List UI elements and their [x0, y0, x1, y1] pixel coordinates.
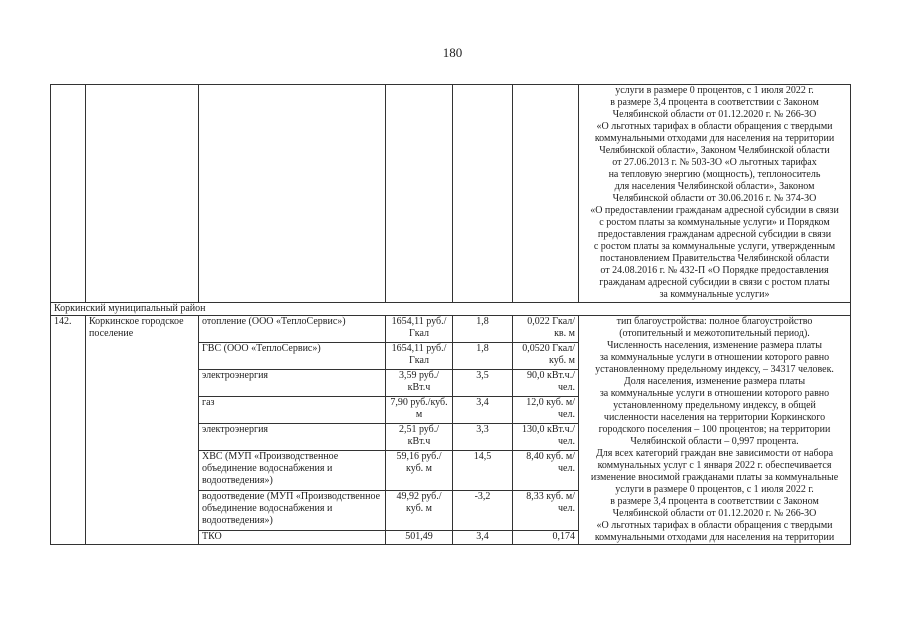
service-name: водоотведение (МУП «Производственное объединение водоснабжения и водоотведения»)	[199, 490, 386, 530]
description-line: Для всех категорий граждан вне зависимости от набора	[595, 448, 834, 459]
description-line: (отопительный и межотопительный период).	[619, 328, 810, 339]
service-change: 3,4	[453, 397, 513, 424]
note-line: гражданам адресной субсидии в связи с ростом платы	[599, 277, 830, 288]
service-volume: 12,0 куб. м/чел.	[513, 397, 579, 424]
service-change: 3,5	[453, 370, 513, 397]
description-line: установленному предельному индексу, – 34317 человек.	[595, 364, 834, 375]
note-line: с ростом платы за коммунальные услуги» и Порядком	[599, 217, 830, 228]
continued-row	[51, 85, 851, 303]
description-line: численности населения на территории Коркинского	[603, 412, 826, 423]
service-change: -3,2	[453, 490, 513, 530]
note-line: предоставления гражданам адресной субсидии в связи	[597, 229, 832, 240]
description-line: городского поселения – 100 процентов; на территории	[598, 424, 831, 435]
service-volume: 8,40 куб. м/чел.	[513, 451, 579, 491]
description-line: изменение вносимой гражданами платы за коммунальные	[590, 472, 839, 483]
service-change: 3,4	[453, 530, 513, 544]
description-line: в размере 3,4 процента в соответствии с Законом	[610, 496, 819, 507]
note-line: Челябинской области», Законом Челябинской области	[599, 145, 830, 156]
description-line: установленному предельному индексу, в общей	[613, 400, 816, 411]
description-line: Челябинской области от 01.12.2020 г. № 266-ЗО	[612, 508, 817, 519]
service-volume: 130,0 кВт.ч./чел.	[513, 424, 579, 451]
description-line: Доля населения, изменение размера платы	[623, 376, 806, 387]
description-line: тип благоустройства: полное благоустройство	[616, 316, 813, 327]
service-name: отопление (ООО «ТеплоСервис»)	[199, 316, 386, 343]
top-note-cell	[579, 85, 851, 303]
note-line: услуги в размере 0 процентов, с 1 июля 2022 г.	[615, 85, 814, 96]
description-line: «О льготных тарифах в области обращения с твердыми	[596, 520, 833, 531]
note-line: постановлением Правительства Челябинской области	[599, 253, 830, 264]
note-line: в размере 3,4 процента в соответствии с Законом	[610, 97, 819, 108]
section-title: Коркинский муниципальный район	[51, 303, 851, 316]
note-line: Челябинской области от 01.12.2020 г. № 266-ЗО	[612, 109, 817, 120]
note-line: от 27.06.2013 г. № 503-ЗО «О льготных тарифах	[612, 157, 817, 168]
service-name: ХВС (МУП «Производственное объединение водоснабжения и водоотведения»)	[199, 451, 386, 491]
note-line: «О предоставлении гражданам адресной субсидии в связи	[590, 205, 839, 216]
service-tariff: 49,92 руб./куб. м	[386, 490, 453, 530]
service-change: 1,8	[453, 316, 513, 343]
note-line: на тепловую энергию (мощность), теплоноситель	[608, 169, 821, 180]
note-line: коммунальными отходами для населения на территории	[594, 133, 835, 144]
service-tariff: 1654,11 руб./Гкал	[386, 343, 453, 370]
service-volume: 0,0520 Гкал/куб. м	[513, 343, 579, 370]
service-volume: 90,0 кВт.ч./чел.	[513, 370, 579, 397]
service-change: 14,5	[453, 451, 513, 491]
service-change: 1,8	[453, 343, 513, 370]
description-line: коммунальными отходами для населения на территории	[594, 532, 835, 543]
description-line: услуги в размере 0 процентов, с 1 июля 2022 г.	[615, 484, 814, 495]
service-change: 3,3	[453, 424, 513, 451]
description-line: коммунальных услуг с 1 января 2022 г. обеспечивается	[597, 460, 832, 471]
note-line: за коммунальные услуги»	[659, 289, 770, 300]
service-volume: 0,174	[513, 530, 579, 544]
page-number: 180	[442, 45, 463, 60]
service-name: электроэнергия	[199, 424, 386, 451]
section-row	[51, 303, 851, 316]
service-volume: 8,33 куб. м/чел.	[513, 490, 579, 530]
note-line: от 24.08.2016 г. № 432-П «О Порядке предоставления	[600, 265, 829, 276]
description-line: за коммунальные услуги в отношении которого равно	[599, 352, 830, 363]
description-line: за коммунальные услуги в отношении которого равно	[599, 388, 830, 399]
service-tariff: 1654,11 руб./Гкал	[386, 316, 453, 343]
note-line: с ростом платы за коммунальные услуги, утвержденным	[593, 241, 836, 252]
service-name: электроэнергия	[199, 370, 386, 397]
row-number: 142.	[51, 316, 86, 545]
note-line: «О льготных тарифах в области обращения с твердыми	[596, 121, 833, 132]
service-volume: 0,022 Гкал/кв. м	[513, 316, 579, 343]
service-tariff: 3,59 руб./кВт.ч	[386, 370, 453, 397]
description-line: Численность населения, изменение размера платы	[607, 340, 822, 351]
description-cell	[579, 316, 851, 545]
service-tariff: 7,90 руб./куб. м	[386, 397, 453, 424]
service-name: ТКО	[199, 530, 386, 544]
service-tariff: 2,51 руб./кВт.ч	[386, 424, 453, 451]
note-line: для населения Челябинской области», Законом	[614, 181, 815, 192]
service-name: ГВС (ООО «ТеплоСервис»)	[199, 343, 386, 370]
settlement-name: Коркинское городское поселение	[86, 316, 199, 545]
description-line: Челябинской области – 0,997 процента.	[630, 436, 799, 447]
service-tariff: 59,16 руб./куб. м	[386, 451, 453, 491]
service-tariff: 501,49	[386, 530, 453, 544]
table-row	[51, 316, 851, 343]
note-line: Челябинской области от 30.06.2016 г. № 374-ЗО	[612, 193, 817, 204]
tariff-table	[50, 84, 851, 545]
service-name: газ	[199, 397, 386, 424]
